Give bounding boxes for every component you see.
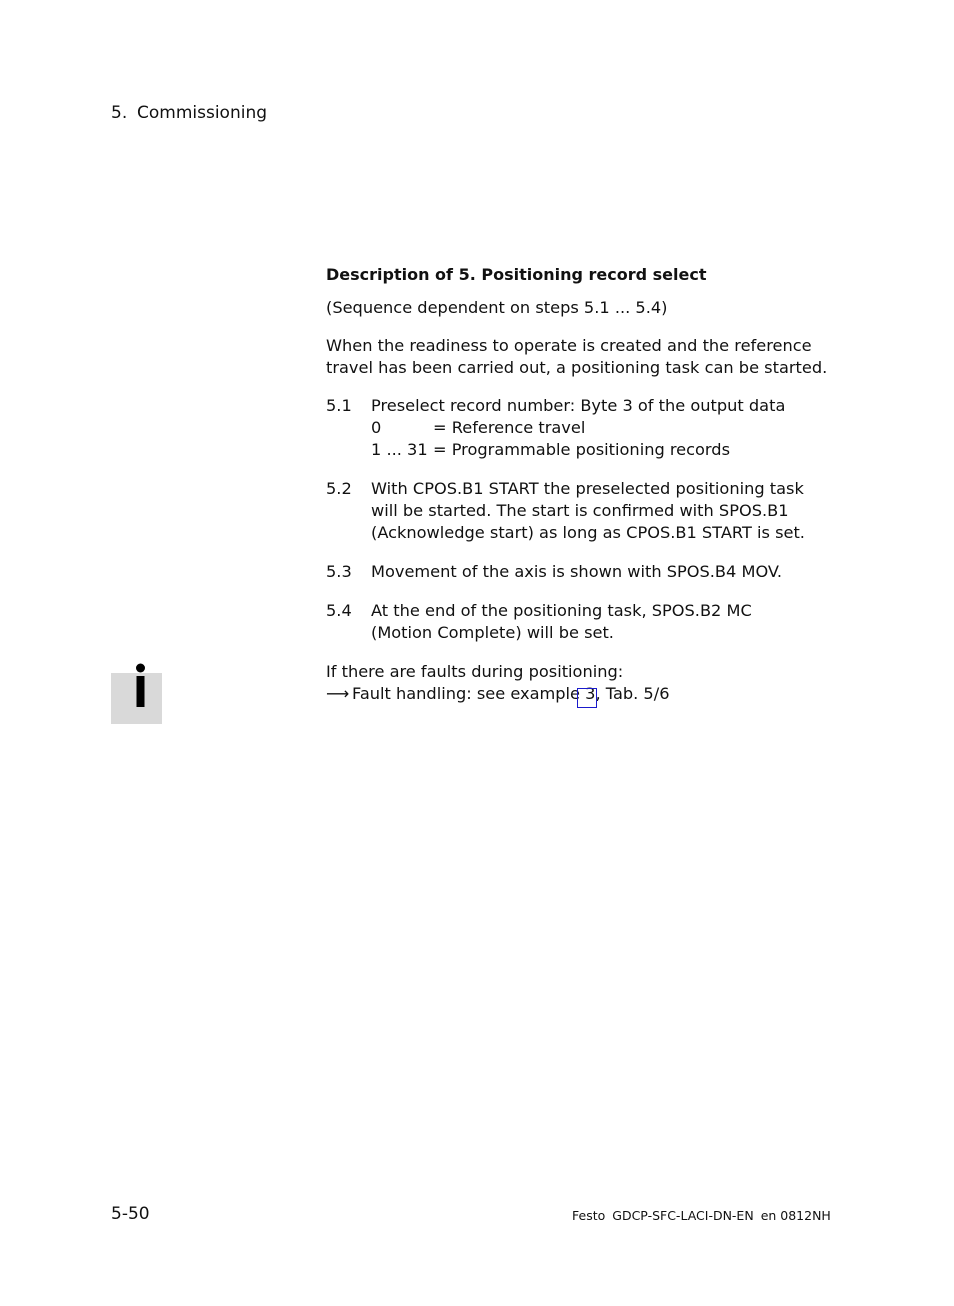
record-key: 1 ... 31 [371,440,428,459]
step-number: 5.4 [326,601,352,620]
step-line: Preselect record number: Byte 3 of the output data [371,396,786,415]
footer-info [572,1207,831,1225]
step-body [371,600,806,644]
step-line: (Motion Complete) will be set. [371,623,614,642]
step-number: 5.2 [326,479,352,498]
step-line: With CPOS.B1 START the preselected positioning task [371,479,804,498]
step-body [371,561,806,583]
footer-doc-id: GDCP-SFC-LACI-DN-EN [612,1208,754,1223]
footer-edition: en 0812NH [760,1208,831,1223]
fault-link-line[interactable] [326,683,806,705]
sequence-note: (Sequence dependent on steps 5.1 ... 5.4) [326,298,668,317]
link-highlight-box[interactable] [577,688,597,708]
section-title: Commissioning [137,103,268,123]
step-5-4 [326,600,806,644]
page-number: 5-50 [111,1204,150,1224]
fault-note [326,661,806,705]
main-content [326,264,828,705]
intro-line: When the readiness to operate is created and the reference [326,336,812,355]
step-line: At the end of the positioning task, SPOS.B2 MC [371,601,752,620]
content-title: Description of 5. Positioning record select [326,265,707,284]
step-line: (Acknowledge start) as long as CPOS.B1 START is set. [371,523,805,542]
fault-reference-link[interactable]: Fault handling: see example 3, Tab. 5/6 [352,684,670,703]
step-5-1 [326,395,806,461]
step-number: 5.3 [326,562,352,581]
footer-brand: Festo [572,1208,606,1223]
record-value: = Programmable positioning records [433,440,731,459]
record-row [371,417,806,439]
record-value: = Reference travel [433,418,586,437]
fault-line: If there are faults during positioning: [326,662,624,681]
section-number: 5. [111,103,128,123]
arrow-right-icon: ⟶ [326,684,350,703]
record-row [371,439,806,461]
step-body [371,395,806,461]
info-i-mark [111,660,162,724]
step-5-2 [326,478,806,544]
record-key: 0 [371,418,382,437]
intro-paragraph [326,335,828,379]
step-5-3 [326,561,806,583]
step-body [371,478,806,544]
step-line: Movement of the axis is shown with SPOS.B4 MOV. [371,562,783,581]
step-line: will be started. The start is confirmed with SPOS.B1 [371,501,789,520]
intro-line: travel has been carried out, a positioning task can be started. [326,358,828,377]
step-number: 5.1 [326,396,352,415]
section-header [111,102,267,124]
